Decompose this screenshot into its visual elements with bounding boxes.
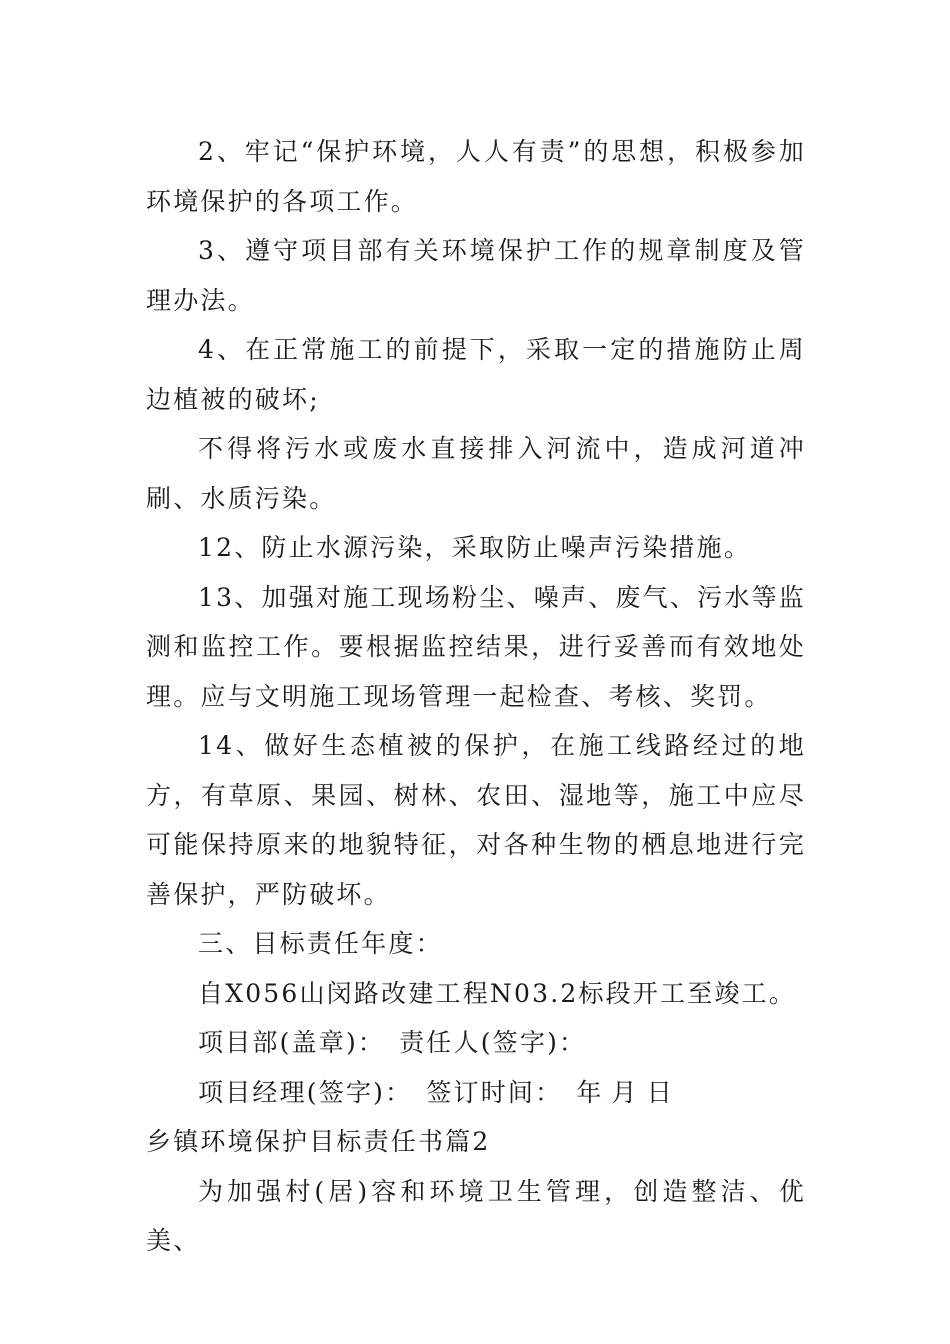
paragraph-item-3: 3、遵守项目部有关环境保护工作的规章制度及管理办法。 xyxy=(146,236,806,315)
paragraph-intro: 为加强村(居)容和环境卫生管理，创造整洁、优美、 xyxy=(146,1176,806,1255)
paragraph-item-2: 2、牢记“保护环境，人人有责”的思想，积极参加环境保护的各项工作。 xyxy=(146,137,806,216)
paragraph-item-14: 14、做好生态植被的保护，在施工线路经过的地方，有草原、果园、树林、农田、湿地等，施工中应尽可能保持原来的地貌特征，对各种生物的栖息地进行完善保护，严防破坏。 xyxy=(146,731,806,909)
paragraph-item-12: 12、防止水源污染，采取防止噪声污染措施。 xyxy=(198,533,752,562)
day-label: 日 xyxy=(646,1077,674,1107)
paragraph-item-13: 13、加强对施工现场粉尘、噪声、废气、污水等监测和监控工作。要根据监控结果，进行妥善而有效地处理。应与文明施工现场管理一起检查、考核、奖罚。 xyxy=(146,582,806,711)
paragraph-item-4: 4、在正常施工的前提下，采取一定的措施防止周边植被的破坏; xyxy=(146,335,806,414)
year-label: 年 xyxy=(576,1077,604,1107)
section-title: 乡镇环境保护目标责任书篇2 xyxy=(146,1127,491,1156)
paragraph-duration: 自X056山闵路改建工程N03.2标段开工至竣工。 xyxy=(198,978,797,1008)
responsible-person-signature-label: 责任人(签字)： xyxy=(399,1028,587,1057)
project-manager-signature-label: 项目经理(签字)： xyxy=(198,1077,413,1107)
sign-time-label: 签订时间： xyxy=(426,1077,563,1107)
project-dept-seal-label: 项目部(盖章)： xyxy=(198,1028,386,1057)
month-label: 月 xyxy=(611,1077,639,1107)
signature-line-2 xyxy=(146,1068,806,1118)
section-heading-target-year: 三、目标责任年度： xyxy=(198,929,443,958)
document-body xyxy=(146,127,806,1266)
signature-line-1 xyxy=(146,1018,806,1068)
paragraph-wastewater: 不得将污水或废水直接排入河流中，造成河道冲刷、水质污染。 xyxy=(146,434,806,513)
